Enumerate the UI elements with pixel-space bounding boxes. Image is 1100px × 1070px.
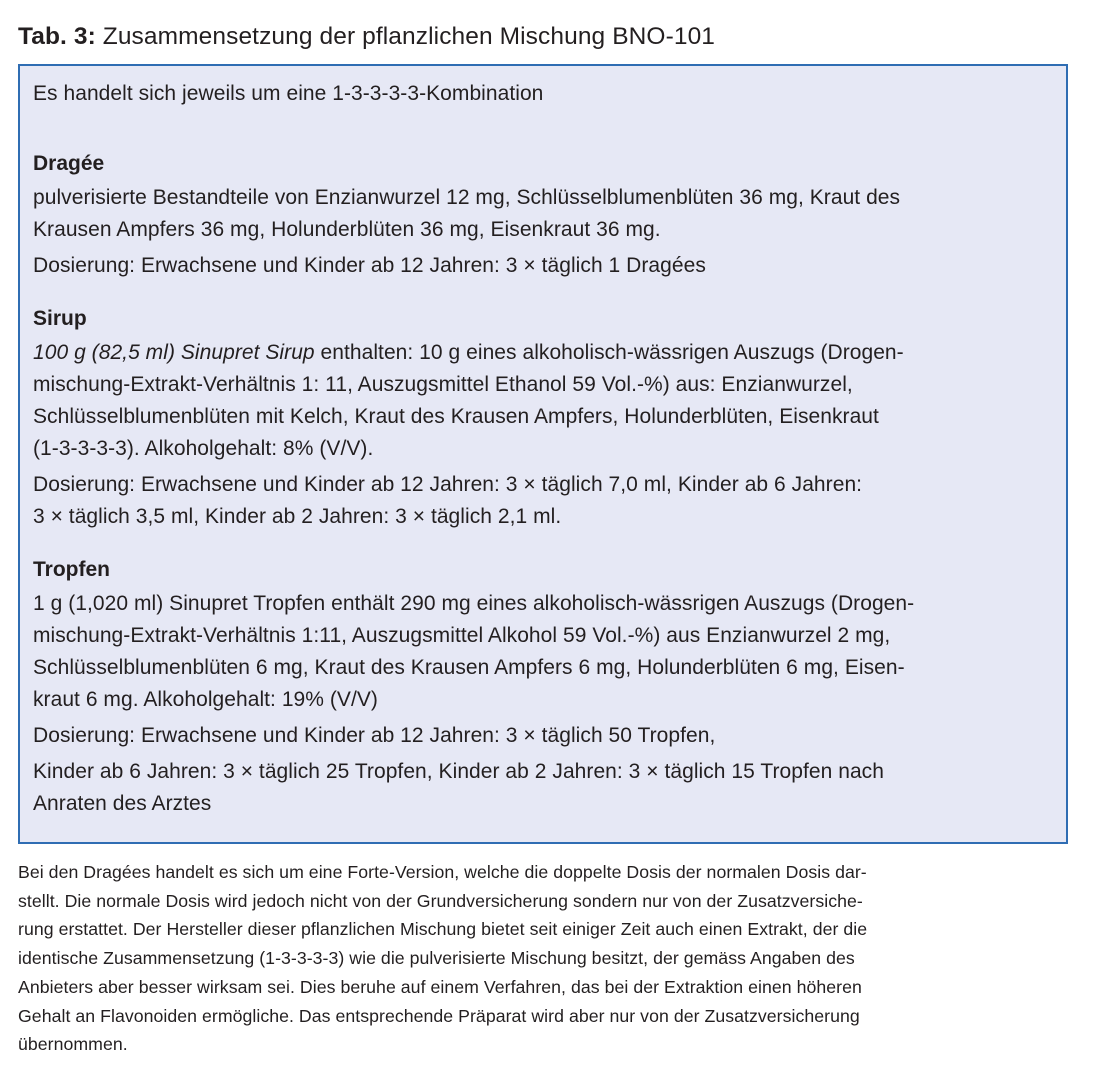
composition-line: Schlüsselblumenblüten mit Kelch, Kraut des Krausen Ampfers, Holunderblüten, Eisenkraut xyxy=(33,405,879,428)
footnote-line: identische Zusammensetzung (1-3-3-3-3) wie die pulverisierte Mischung besitzt, der gemäss Angaben des xyxy=(18,948,855,969)
dosage-line: 3 × täglich 3,5 ml, Kinder ab 2 Jahren: 3 × täglich 2,1 ml. xyxy=(33,505,562,528)
composition-line: kraut 6 mg. Alkoholgehalt: 19% (V/V) xyxy=(33,688,378,711)
composition-line: Krausen Ampfers 36 mg, Holunderblüten 36 mg, Eisenkraut 36 mg. xyxy=(33,218,661,241)
dosage-line: Kinder ab 6 Jahren: 3 × täglich 25 Tropfen, Kinder ab 2 Jahren: 3 × täglich 15 Tropfen nach xyxy=(33,760,884,783)
composition-line: Schlüsselblumenblüten 6 mg, Kraut des Krausen Ampfers 6 mg, Holunderblüten 6 mg, Eisen- xyxy=(33,656,905,679)
section-heading: Dragée xyxy=(33,152,105,175)
product-name: 100 g (82,5 ml) Sinupret Sirup xyxy=(33,341,315,364)
footnote-line: Anbieters aber besser wirksam sei. Dies beruhe auf einem Verfahren, das bei der Extraktion einen höheren xyxy=(18,976,862,997)
footnote-line: Gehalt an Flavonoiden ermögliche. Das entsprechende Präparat wird aber nur von der Zusatzversicherung xyxy=(18,1005,860,1026)
composition-table-box xyxy=(18,64,1068,844)
composition-line: mischung-Extrakt-Verhältnis 1:11, Auszugsmittel Alkohol 59 Vol.-%) aus Enzianwurzel 2 mg, xyxy=(33,624,891,647)
footnote-line: übernommen. xyxy=(18,1034,128,1055)
composition-line: 1 g (1,020 ml) Sinupret Tropfen enthält 290 mg eines alkoholisch-wässrigen Auszugs (Drogen- xyxy=(33,592,915,615)
table-label: Tab. 3: xyxy=(18,23,96,50)
footnote-line: stellt. Die normale Dosis wird jedoch nicht von der Grundversicherung sondern nur von der Zusatzversiche- xyxy=(18,890,863,911)
dosage-line: Dosierung: Erwachsene und Kinder ab 12 Jahren: 3 × täglich 1 Dragées xyxy=(33,254,706,277)
dosage-line: Dosierung: Erwachsene und Kinder ab 12 Jahren: 3 × täglich 7,0 ml, Kinder ab 6 Jahren: xyxy=(33,473,863,496)
table-title: Zusammensetzung der pflanzlichen Mischung BNO-101 xyxy=(102,23,716,50)
footnote-line: Bei den Dragées handelt es sich um eine Forte-Version, welche die doppelte Dosis der normalen Dosis dar- xyxy=(18,862,867,882)
dosage-line: Dosierung: Erwachsene und Kinder ab 12 Jahren: 3 × täglich 50 Tropfen, xyxy=(33,724,716,747)
intro-text: Es handelt sich jeweils um eine 1-3-3-3-3-Kombination xyxy=(33,82,544,105)
composition-line: (1-3-3-3-3). Alkoholgehalt: 8% (V/V). xyxy=(33,437,374,460)
composition-text: enthalten: 10 g eines alkoholisch-wässrigen Auszugs (Drogen- xyxy=(314,341,904,364)
table-caption xyxy=(18,22,715,52)
composition-line: mischung-Extrakt-Verhältnis 1: 11, Auszugsmittel Ethanol 59 Vol.-%) aus: Enzianwurzel, xyxy=(33,373,853,396)
composition-line xyxy=(33,337,1066,369)
section-heading: Sirup xyxy=(33,307,87,330)
footnote-paragraph xyxy=(18,858,867,1059)
section-tropfen xyxy=(33,554,1066,820)
section-sirup xyxy=(33,303,1066,533)
footnote-line: rung erstattet. Der Hersteller dieser pflanzlichen Mischung bietet seit einiger Zeit auch einen Extrakt, der die xyxy=(18,919,868,940)
dosage-line: Anraten des Arztes xyxy=(33,792,212,815)
composition-line: pulverisierte Bestandteile von Enzianwurzel 12 mg, Schlüsselblumenblüten 36 mg, Kraut des xyxy=(33,186,901,209)
section-heading: Tropfen xyxy=(33,558,110,581)
section-dragee xyxy=(33,148,1066,282)
